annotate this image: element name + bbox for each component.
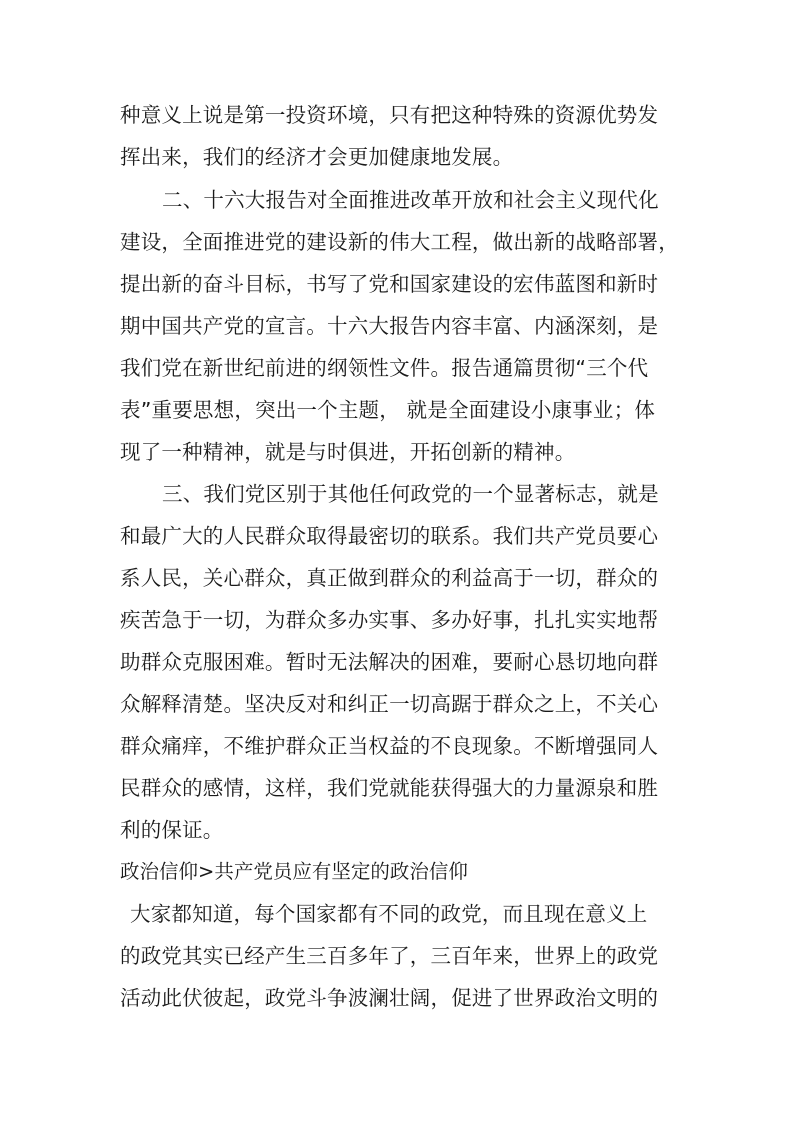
paragraph-line: 系人民，关心群众，真正做到群众的利益高于一切，群众的 (120, 566, 659, 590)
section-heading: 政治信仰>共产党员应有坚定的政治信仰 (120, 860, 468, 883)
paragraph-line: 活动此伏彼起，政党斗争波澜壮阔，促进了世界政治文明的 (120, 986, 659, 1010)
paragraph-line: 期中国共产党的宣言。十六大报告内容丰富、内涵深刻，是 (120, 314, 659, 338)
paragraph-line: 我们党在新世纪前进的纲领性文件。报告通篇贯彻“三个代 (120, 356, 649, 380)
paragraph-line: 表”重要思想，突出一个主题， 就是全面建设小康事业；体 (120, 398, 656, 422)
paragraph-line: 群众痛痒，不维护群众正当权益的不良现象。不断增强同人 (120, 734, 659, 758)
paragraph-line: 利的保证。 (120, 818, 224, 842)
paragraph-line: 众解释清楚。坚决反对和纠正一切高踞于群众之上，不关心 (120, 692, 659, 716)
paragraph-line: 提出新的奋斗目标，书写了党和国家建设的宏伟蓝图和新时 (120, 272, 659, 296)
paragraph-line: 和最广大的人民群众取得最密切的联系。我们共产党员要心 (120, 524, 659, 548)
section-three-first-line: 三、我们党区别于其他任何政党的一个显著标志，就是 (162, 482, 659, 506)
paragraph-line: 种意义上说是第一投资环境，只有把这种特殊的资源优势发 (120, 103, 659, 127)
paragraph-line: 现了一种精神，就是与时俱进，开拓创新的精神。 (120, 440, 576, 464)
section-two-first-line: 二、十六大报告对全面推进改革开放和社会主义现代化 (162, 188, 659, 212)
paragraph-line: 大家都知道，每个国家都有不同的政党，而且现在意义上 (130, 902, 648, 926)
paragraph-line: 挥出来，我们的经济才会更加健康地发展。 (120, 145, 514, 169)
paragraph-line: 疾苦急于一切，为群众多办实事、多办好事，扎扎实实地帮 (120, 608, 659, 632)
paragraph-line: 民群众的感情，这样，我们党就能获得强大的力量源泉和胜 (120, 776, 659, 800)
paragraph-line: 的政党其实已经产生三百多年了，三百年来，世界上的政党 (120, 944, 659, 968)
paragraph-line: 建设，全面推进党的建设新的伟大工程，做出新的战略部署， (120, 230, 679, 254)
paragraph-line: 助群众克服困难。暂时无法解决的困难，要耐心恳切地向群 (120, 650, 659, 674)
